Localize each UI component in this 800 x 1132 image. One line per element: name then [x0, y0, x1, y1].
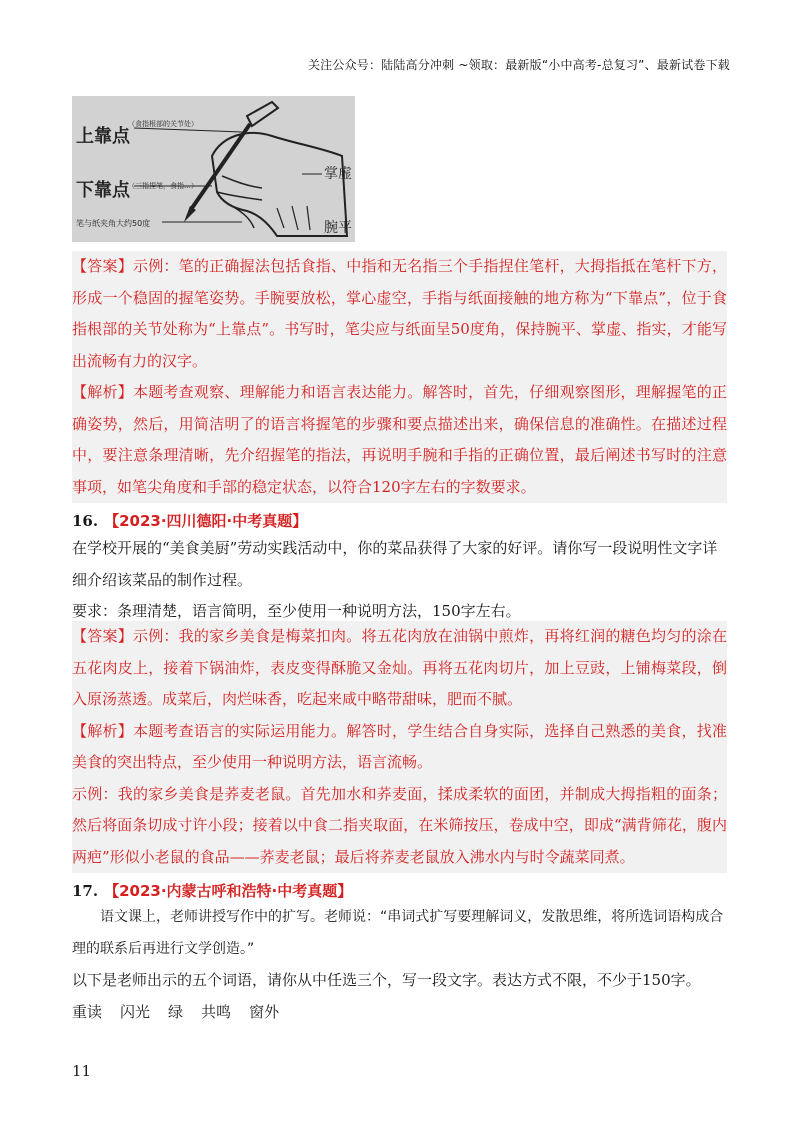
analysis-tag: 【解析】 [72, 383, 133, 401]
word-item: 窗外 [249, 1002, 280, 1021]
q17-quote [72, 902, 727, 965]
word-item: 共鸣 [201, 1002, 232, 1021]
example-text: 示例：我的家乡美食是荞麦老鼠。首先加水和荞麦面，揉成柔软的面团，并制成大拇指粗的面条；然后将面条切成寸许小段；接着以中食二指夹取面，在米筛按压，卷成中空，即成“满背筛花，腹内两疤”形似小老鼠的食品——荞麦老鼠；最后将荞麦老鼠放入沸水内与时令蔬菜同煮。 [72, 784, 727, 866]
q16-answer-block [72, 621, 727, 873]
word-item: 绿 [168, 1002, 184, 1021]
question-source: 【2023·内蒙古呼和浩特·中考真题】 [104, 882, 353, 900]
q17-heading [72, 880, 352, 901]
figure-label-wrist: 腕平 [324, 220, 352, 236]
question-number: 16. [72, 512, 99, 530]
q15-answer-block [72, 251, 727, 503]
figure-note-upper: （食指根部的关节处） [128, 120, 198, 128]
q16-prompt-block [72, 533, 727, 628]
figure-label-lower: 下靠点 [76, 180, 130, 201]
page-header: 关注公众号：陆陆高分冲刺 ~领取：最新版“小中高考-总复习”、最新试卷下载 [307, 58, 730, 72]
question-prompt: 在学校开展的“美食美厨”劳动实践活动中，你的菜品获得了大家的好评。请你写一段说明性文字详细介绍该菜品的制作过程。 [72, 539, 718, 589]
figure-note-lower: （三指捏笔，食指…） [128, 182, 198, 190]
question-quote: 语文课上，老师讲授写作中的扩写。老师说：“串词式扩写要理解词义，发散思维，将所选词语构成合理的联系后再进行文学创造。” [72, 909, 724, 957]
q16-heading [72, 510, 307, 531]
word-list [72, 997, 727, 1029]
page-number: 11 [72, 1062, 92, 1080]
question-requirement: 要求：条理清楚，语言简明，至少使用一种说明方法，150字左右。 [72, 602, 521, 620]
answer-text: 示例：笔的正确握法包括食指、中指和无名指三个手指捏住笔杆，大拇指抵在笔杆下方，形成一个稳固的握笔姿势。手腕要放松，掌心虚空，手指与纸面接触的地方称为“下靠点”，位于食指根部的关节处称为“上靠点”。书写时，笔尖应与纸面呈50度角，保持腕平、掌虚、指实，才能写出流畅有力的汉字。 [72, 257, 727, 370]
figure-label-upper: 上靠点 [76, 126, 130, 147]
figure-label-angle: 笔与纸夹角大约50度 [76, 219, 151, 228]
analysis-text: 本题考查语言的实际运用能力。解答时，学生结合自身实际，选择自己熟悉的美食，找准美食的突出特点，至少使用一种说明方法，语言流畅。 [72, 721, 727, 771]
pen-grip-illustration [72, 96, 355, 242]
word-item: 重读 [72, 1002, 103, 1021]
analysis-text: 本题考查观察、理解能力和语言表达能力。解答时，首先，仔细观察图形，理解握笔的正确姿势，然后，用简洁明了的语言将握笔的步骤和要点描述出来，确保信息的准确性。在描述过程中，要注意条理清晰，先介绍握笔的指法，再说明手腕和手指的正确位置，最后阐述书写时的注意事项，如笔尖角度和手部的稳定状态，以符合120字左右的字数要求。 [72, 383, 727, 496]
word-item: 闪光 [120, 1002, 151, 1021]
answer-text: 示例：我的家乡美食是梅菜扣肉。将五花肉放在油锅中煎炸，再将红润的糖色均匀的涂在五花肉皮上，接着下锅油炸，表皮变得酥脆又金灿。再将五花肉切片，加上豆豉，上铺梅菜段，倒入原汤蒸透。成菜后，肉烂味香，吃起来咸中略带甜味，肥而不腻。 [72, 627, 727, 708]
question-prompt: 以下是老师出示的五个词语，请你从中任选三个，写一段文字。表达方式不限，不少于150字。 [72, 971, 701, 989]
analysis-tag: 【解析】 [72, 721, 133, 740]
answer-tag: 【答案】 [72, 627, 133, 645]
answer-tag: 【答案】 [72, 257, 133, 275]
question-number: 17. [72, 882, 99, 900]
figure-label-palm: 掌虚 [324, 166, 352, 182]
question-source: 【2023·四川德阳·中考真题】 [104, 512, 308, 530]
q17-prompt-block [72, 965, 727, 1028]
